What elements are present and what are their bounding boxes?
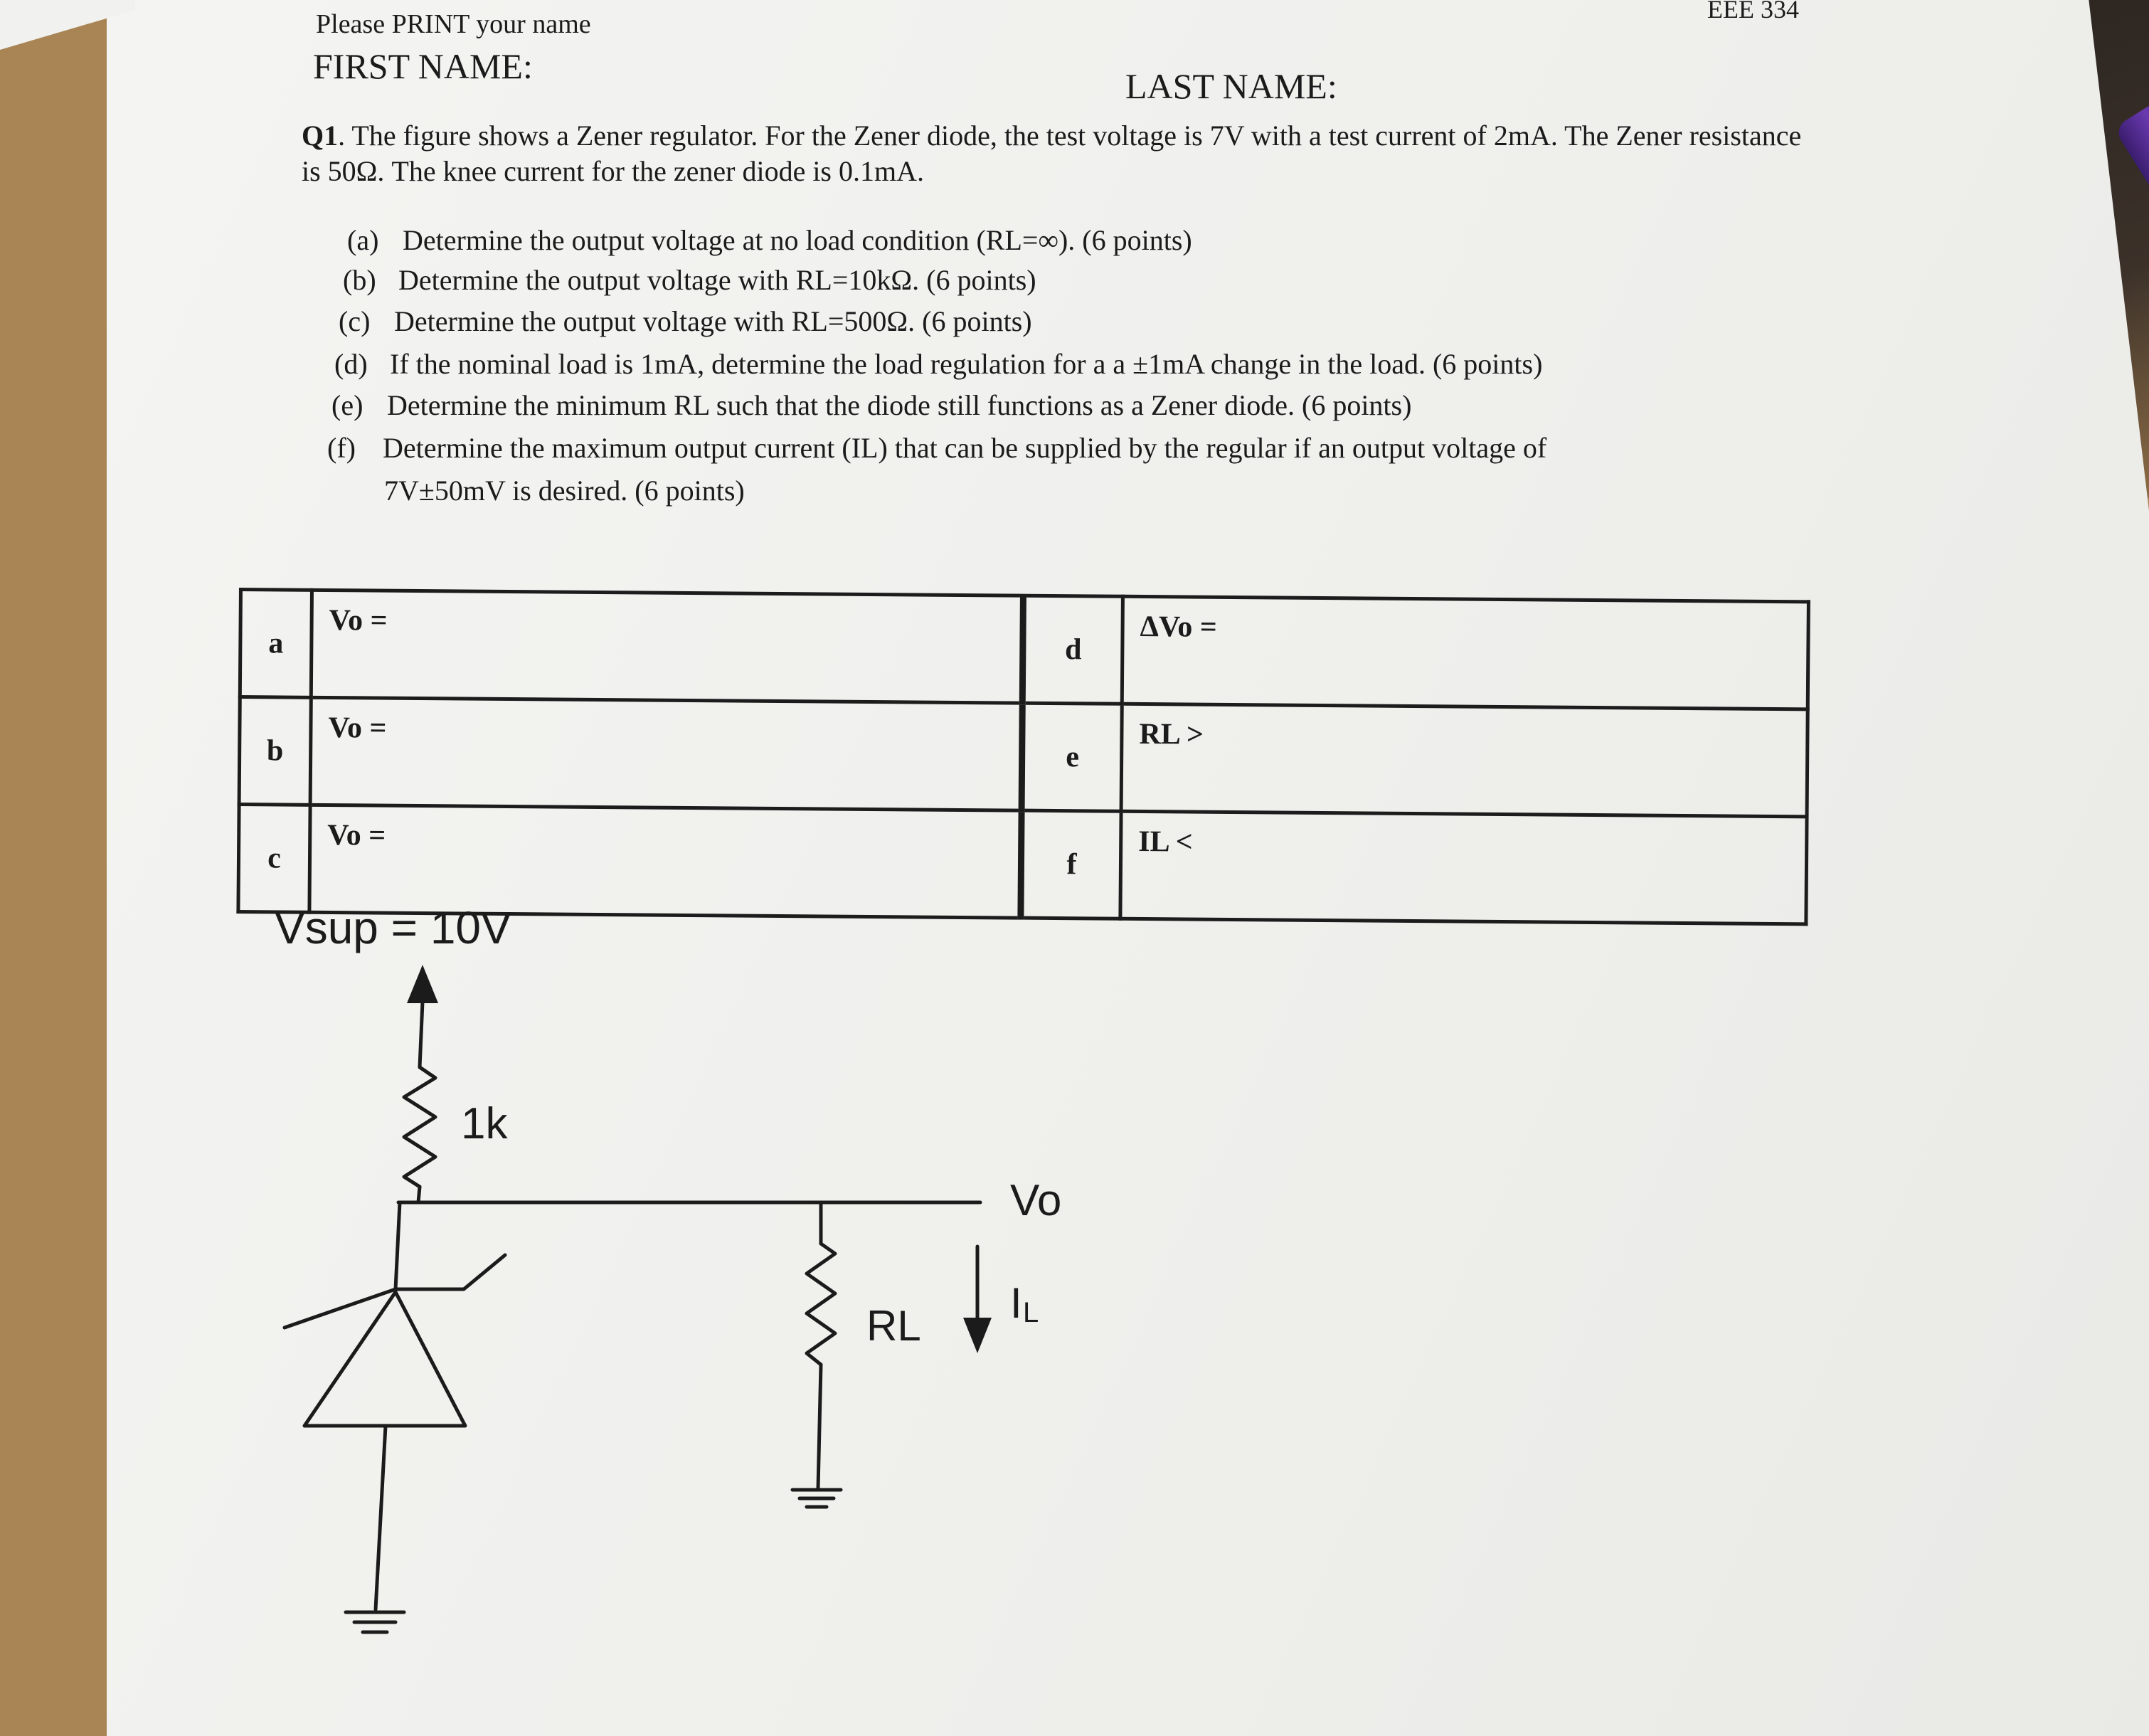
load-resistor-label: RL xyxy=(866,1302,921,1350)
answer-key-a: a xyxy=(240,590,312,698)
part-a-label: (a) xyxy=(347,224,379,256)
part-c-label: (c) xyxy=(339,305,371,337)
part-b-label: (b) xyxy=(343,264,376,296)
series-resistor-icon xyxy=(404,1067,435,1187)
load-current-arrow-icon xyxy=(963,1318,992,1353)
part-f-text: Determine the maximum output current (IL) that can be supplied by the regular if an output voltage of xyxy=(383,432,1547,464)
answer-key-f: f xyxy=(1021,810,1121,919)
supply-voltage-label: Vsup = 10V xyxy=(275,902,511,953)
answer-field-e[interactable]: RL > xyxy=(1121,704,1808,817)
part-c-text: Determine the output voltage with RL=500Ω. (6 points) xyxy=(394,305,1032,337)
answer-field-a[interactable]: Vo = xyxy=(311,590,1023,703)
supply-arrow-icon xyxy=(407,965,438,1003)
answer-field-c[interactable]: Vo = xyxy=(309,805,1022,918)
part-e-label: (e) xyxy=(331,389,364,421)
course-code: EEE 334 xyxy=(1707,0,1799,23)
load-resistor-icon xyxy=(807,1244,835,1365)
first-name-label: FIRST NAME: xyxy=(313,46,533,86)
zener-ground-wire xyxy=(376,1426,386,1609)
part-f-label: (f) xyxy=(327,432,356,464)
question-number: Q1 xyxy=(302,120,339,152)
print-instruction: Please PRINT your name xyxy=(316,9,591,39)
load-ground-wire xyxy=(818,1365,821,1488)
load-current-subscript: L xyxy=(1023,1297,1039,1328)
part-d-text: If the nominal load is 1mA, determine the load regulation for a a ±1mA change in the load. (6 points) xyxy=(390,348,1543,380)
part-e-text: Determine the minimum RL such that the diode still functions as a Zener diode. (6 points) xyxy=(387,389,1412,421)
part-b-text: Determine the output voltage with RL=10kΩ. (6 points) xyxy=(398,264,1036,296)
part-a-text: Determine the output voltage at no load condition (RL=∞). (6 points) xyxy=(403,224,1192,256)
answer-field-d[interactable]: ΔVo = xyxy=(1122,596,1808,709)
answer-key-d: d xyxy=(1022,596,1123,704)
answer-key-e: e xyxy=(1022,703,1122,811)
supply-wire xyxy=(420,1002,423,1067)
load-current-label: I xyxy=(1010,1279,1022,1327)
resistor-lead xyxy=(418,1187,420,1202)
question-text: . The figure shows a Zener regulator. For the Zener diode, the test voltage is 7V with a test current of 2mA. The Zener resistance is 50Ω. The knee current for the zener diode is 0.1mA. xyxy=(302,120,1802,187)
series-resistor-label: 1k xyxy=(461,1099,508,1148)
answer-field-b[interactable]: Vo = xyxy=(310,697,1022,810)
last-name-label: LAST NAME: xyxy=(1125,66,1337,106)
answer-key-c: c xyxy=(238,805,310,913)
answer-key-b: b xyxy=(239,697,311,805)
part-d-label: (d) xyxy=(334,348,368,380)
zener-top-wire xyxy=(396,1202,400,1289)
answer-field-f[interactable]: IL < xyxy=(1120,811,1807,924)
output-voltage-label: Vo xyxy=(1010,1176,1062,1225)
part-f-continued: 7V±50mV is desired. (6 points) xyxy=(384,475,745,507)
